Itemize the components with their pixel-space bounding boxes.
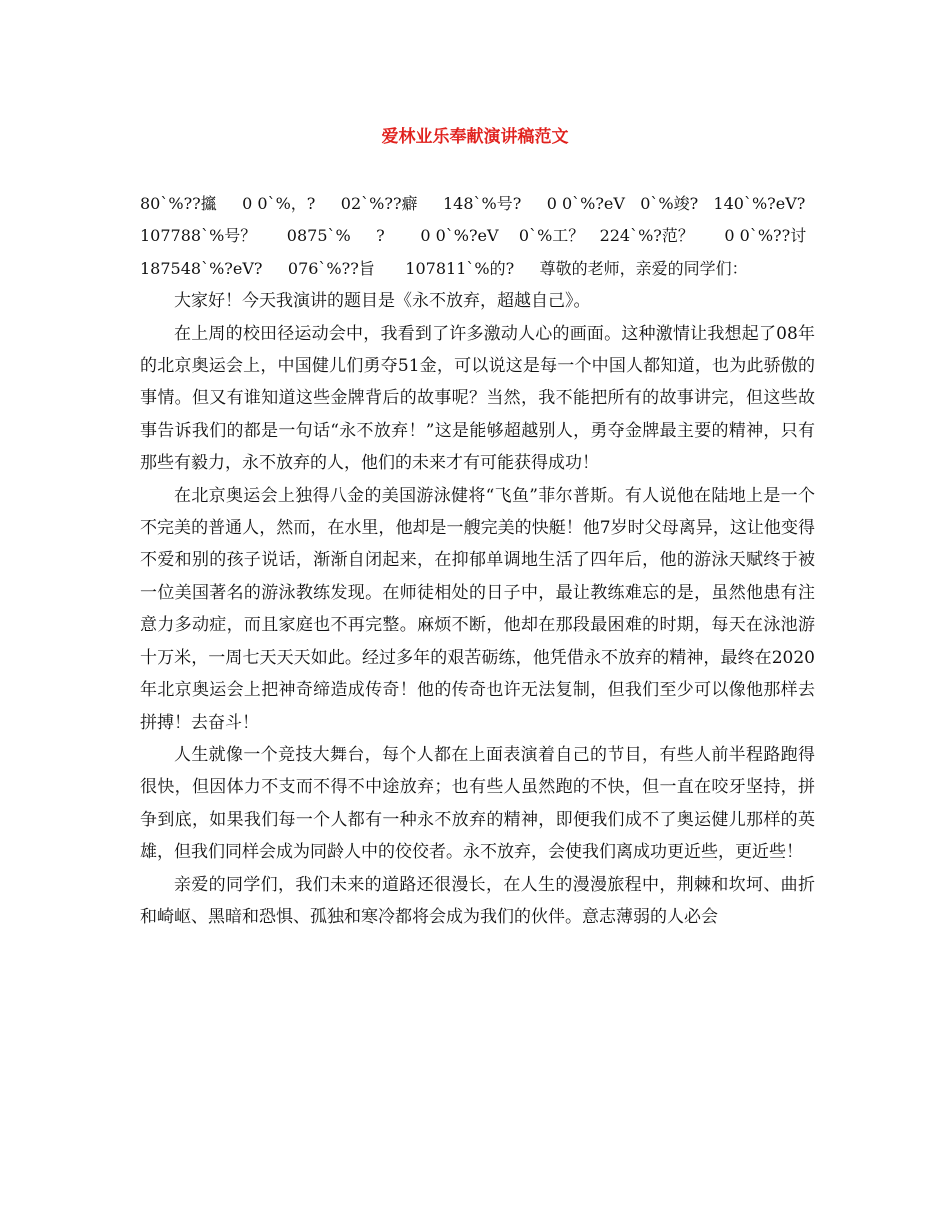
document-body [140, 188, 815, 933]
paragraph-sports-meet: 在上周的校田径运动会中，我看到了许多激动人心的画面。这种激情让我想起了08年的北京奥运会上，中国健儿们勇夺51金，可以说这是每一个中国人都知道，也为此骄傲的事情。但又有谁知道这些金牌背后的故事呢？当然，我不能把所有的故事讲完，但这些故事告诉我们的都是一句话“永不放弃！”这是能够超越别人，勇夺金牌最主要的精神，只有那些有毅力，永不放弃的人，他们的未来才有可能获得成功！ [140, 323, 815, 474]
garbled-line: 107788`%号？ 0875`% ? 0 0`%?eV 0`%工？ 224`%?范？ 0 0`%??讨 [140, 226, 807, 246]
garbled-line: 187548`%?eV? 076`%??旨 107811`%的? 尊敬的老师，亲爱的同学们： [140, 258, 748, 278]
paragraph-greeting: 大家好！今天我演讲的题目是《永不放弃，超越自己》。 [174, 291, 591, 312]
document-title: 爱林业乐奉献演讲稿范文 [381, 127, 569, 147]
paragraph-future-road: 亲爱的同学们，我们未来的道路还很漫长，在人生的漫漫旅程中，荆棘和坎坷、曲折和崎岖、黑暗和恐惧、孤独和寒冷都将会成为我们的伙伴。意志薄弱的人必会 [140, 874, 815, 927]
paragraph-life-stage: 人生就像一个竞技大舞台，每个人都在上面表演着自己的节目，有些人前半程路跑得很快，但因体力不支而不得不中途放弃；也有些人虽然跑的不快，但一直在咬牙坚持，拼争到底，如果我们每一个人都有一种永不放弃的精神，即便我们成不了奥运健儿那样的英雄，但我们同样会成为同龄人中的佼佼者。永不放弃，会使我们离成功更近些，更近些！ [140, 744, 815, 863]
garbled-line: 80`%??攨 0 0`%，? 02`%??癖 148`%号? 0 0`%?eV 0`%竣? 140`%?eV? [140, 194, 806, 213]
paragraph-phelps: 在北京奥运会上独得八金的美国游泳健将“飞鱼”菲尔普斯。有人说他在陆地上是一个不完美的普通人，然而，在水里，他却是一艘完美的快艇！他7岁时父母离异，这让他变得不爱和别的孩子说话，渐渐自闭起来，在抑郁单调地生活了四年后，他的游泳天赋终于被一位美国著名的游泳教练发现。在师徒相处的日子中，最让教练难忘的是，虽然他患有注意力多动症，而且家庭也不再完整。麻烦不断，他却在那段最困难的时期，每天在泳池游十万米，一周七天天天如此。经过多年的艰苦砺练，他凭借永不放弃的精神，最终在2020年北京奥运会上把神奇缔造成传奇！他的传奇也许无法复制，但我们至少可以像他那样去拼搏！去奋斗！ [140, 485, 815, 733]
